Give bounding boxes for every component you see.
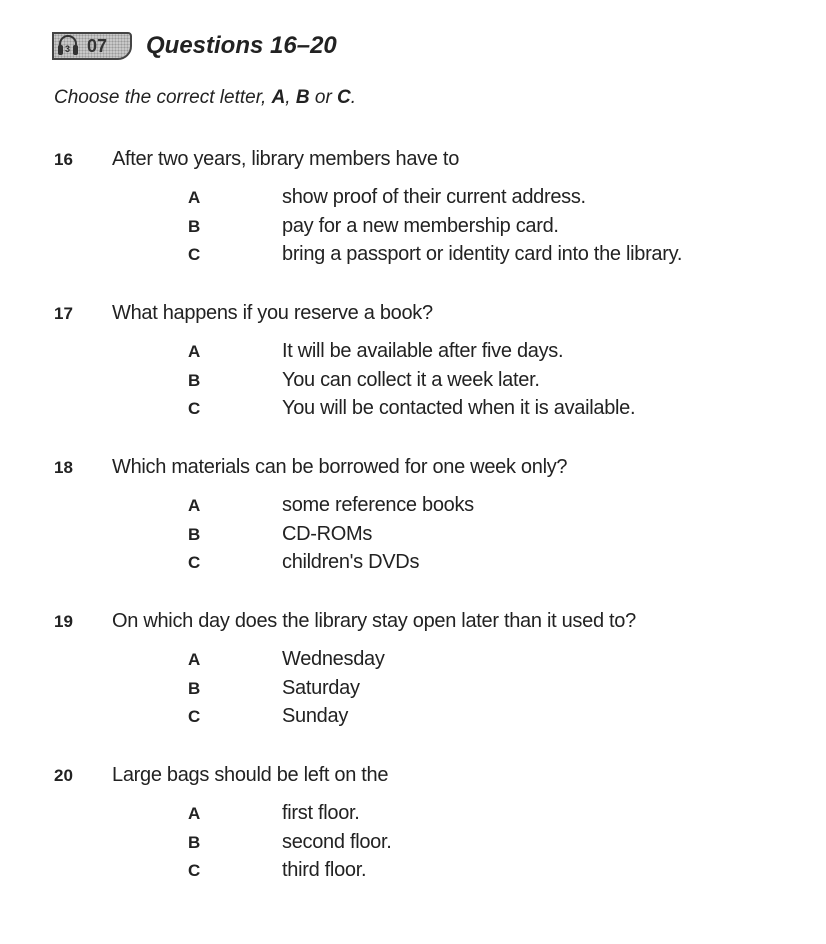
option-text: You will be contacted when it is available. (282, 397, 636, 419)
question-number: 19 (54, 612, 73, 631)
question-number: 17 (54, 304, 73, 323)
options-list (188, 648, 636, 734)
option-letter: C (188, 861, 201, 880)
question-text: After two years, library members have to (112, 148, 460, 170)
option-b[interactable] (188, 831, 392, 860)
option-a[interactable] (188, 494, 567, 523)
question-number: 16 (54, 150, 73, 169)
question-text: Large bags should be left on the (112, 764, 389, 786)
option-letter: B (188, 370, 201, 390)
question-number: 18 (54, 458, 73, 477)
section-title: Questions 16–20 (146, 32, 337, 59)
option-b[interactable] (188, 369, 635, 398)
option-letter: C (188, 245, 201, 264)
options-list (188, 494, 567, 580)
cd-number: 3 (65, 44, 71, 54)
option-text: Sunday (282, 705, 349, 727)
question-text: Which materials can be borrowed for one week only? (112, 456, 568, 478)
option-a[interactable] (188, 802, 392, 831)
headphones-icon (57, 35, 81, 57)
option-text: first floor. (282, 802, 360, 824)
instructions-letter-b: B (295, 87, 310, 108)
option-text: third floor. (282, 859, 367, 881)
option-text: second floor. (282, 830, 392, 853)
question-20 (54, 764, 392, 888)
option-a[interactable] (188, 186, 682, 215)
instructions (54, 87, 356, 109)
option-letter: A (188, 804, 201, 823)
option-c[interactable] (188, 243, 682, 272)
question-16 (54, 148, 682, 272)
option-letter: B (188, 832, 201, 852)
option-letter: B (188, 524, 201, 544)
instructions-letter-c: C (337, 87, 351, 108)
option-c[interactable] (188, 859, 392, 888)
options-list (188, 340, 635, 426)
option-a[interactable] (188, 648, 636, 677)
option-letter: B (188, 678, 201, 698)
option-letter: C (188, 707, 201, 726)
option-letter: C (188, 399, 201, 418)
option-b[interactable] (188, 677, 636, 706)
option-b[interactable] (188, 215, 682, 244)
option-letter: A (188, 496, 201, 515)
question-text: What happens if you reserve a book? (112, 302, 433, 324)
question-19 (54, 610, 636, 734)
option-c[interactable] (188, 705, 636, 734)
option-text: children's DVDs (282, 551, 420, 573)
option-text: Saturday (282, 676, 360, 699)
instructions-letter-a: A (271, 87, 286, 108)
option-letter: C (188, 553, 201, 572)
options-list (188, 186, 682, 272)
option-c[interactable] (188, 551, 567, 580)
question-18 (54, 456, 567, 580)
option-text: Wednesday (282, 648, 385, 670)
option-b[interactable] (188, 523, 567, 552)
instructions-sep: , (285, 87, 296, 108)
options-list (188, 802, 392, 888)
instructions-sep: . (350, 87, 357, 108)
option-letter: A (188, 650, 201, 669)
option-text: CD-ROMs (282, 522, 373, 545)
option-letter: B (188, 216, 201, 236)
cd-track-badge (52, 32, 132, 60)
instructions-text: Choose the correct letter, (54, 87, 272, 108)
option-letter: A (188, 188, 201, 207)
question-text: On which day does the library stay open later than it used to? (112, 610, 636, 632)
option-text: some reference books (282, 494, 474, 516)
option-text: show proof of their current address. (282, 186, 586, 208)
option-letter: A (188, 342, 201, 361)
option-c[interactable] (188, 397, 635, 426)
question-number: 20 (54, 766, 73, 785)
option-text: bring a passport or identity card into the library. (282, 243, 683, 265)
section-header (52, 32, 337, 60)
option-a[interactable] (188, 340, 635, 369)
option-text: It will be available after five days. (282, 340, 564, 362)
option-text: You can collect it a week later. (282, 368, 540, 391)
option-text: pay for a new membership card. (282, 214, 559, 237)
instructions-sep: or (309, 87, 338, 108)
track-number: 07 (87, 35, 108, 56)
question-17 (54, 302, 635, 426)
